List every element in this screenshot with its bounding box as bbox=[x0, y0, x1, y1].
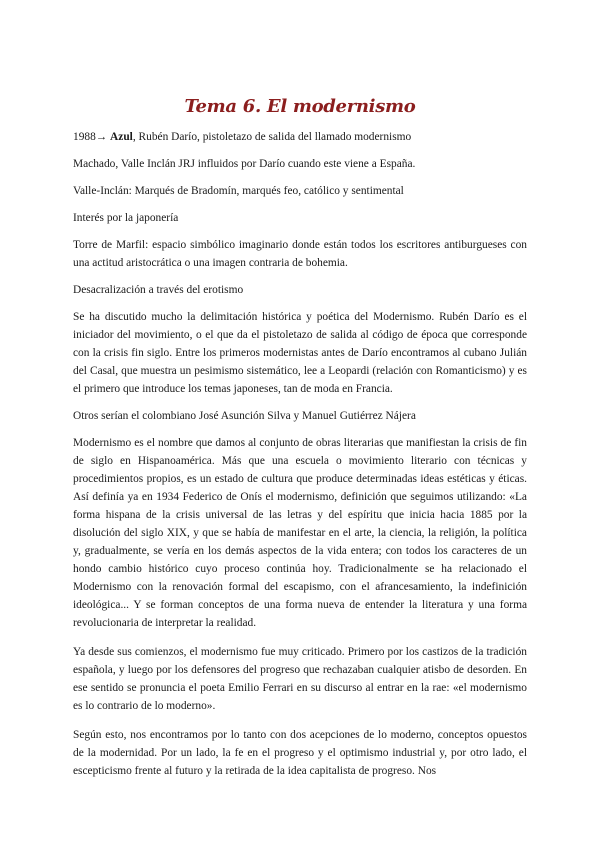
note-azul-prefix: 1988→ bbox=[73, 131, 111, 143]
paragraph-criticas: Ya desde sus comienzos, el modernismo fue muy criticado. Primero por los castizos de la tradición española, y luego por los defensores del progreso que rechazaban cualquier atisbo de desorden. En ese sentido se pronuncia el poeta Emilio Ferrari en su discurso al entrar en la rae: «el modernismo es lo contrario de lo moderno». bbox=[73, 646, 527, 712]
note-valle-inclan: Valle-Inclán: Marqués de Bradomín, marqués feo, católico y sentimental bbox=[73, 185, 404, 197]
paragraph-definicion: Modernismo es el nombre que damos al conjunto de obras literarias que manifiestan la crisis de fin de siglo en Hispanoamérica. Más que una escuela o movimiento literario con técnicas y procedimientos propios, es un estado de cultura que produce determinadas ideas estéticas y éticas. Así definía ya en 1934 Federico de Onís el modernismo, definición que seguimos utilizando: «La forma hispana de la crisis universal de las letras y del espíritu que inicia hacia 1885 por la disolución del siglo XIX, y que se había de manifestar en el arte, la ciencia, la religión, la política y, gradualmente, se vería en los demás aspectos de la vida entera; con todos los caracteres de un hondo cambio histórico cuyo proceso continúa hoy. Tradicionalmente se ha relacionado el Modernismo con la renovación formal del escapismo, con el afrancesamiento, la indefinición ideológica... Y se forman conceptos de una forma nueva de entender la literatura y una forma revolucionaria de interpretar la realidad. bbox=[73, 437, 527, 629]
page-title: Tema 6. El modernismo bbox=[184, 96, 416, 117]
note-japoneria: Interés por la japonería bbox=[73, 212, 179, 224]
note-azul-suffix: , Rubén Darío, pistoletazo de salida del llamado modernismo bbox=[132, 131, 412, 143]
note-torre-de-marfil: Torre de Marfil: espacio simbólico imaginario donde están todos los escritores antiburgueses con una actitud aristocrática o una imagen contraria de bohemia. bbox=[73, 239, 527, 269]
note-otros-modernistas: Otros serían el colombiano José Asunción Silva y Manuel Gutiérrez Nájera bbox=[73, 410, 416, 422]
paragraph-acepciones: Según esto, nos encontramos por lo tanto con dos acepciones de lo moderno, conceptos opuestos de la modernidad. Por un lado, la fe en el progreso y el optimismo industrial y, por otro lado, el escepticismo frente al futuro y la retirada de la idea capitalista de progreso. Nos bbox=[73, 729, 527, 777]
note-azul-bold: Azul bbox=[110, 131, 133, 143]
note-machado: Machado, Valle Inclán JRJ influidos por Darío cuando este viene a España. bbox=[73, 158, 416, 170]
note-azul bbox=[73, 128, 527, 146]
document-page bbox=[73, 96, 527, 789]
paragraph-delimitacion: Se ha discutido mucho la delimitación histórica y poética del Modernismo. Rubén Darío es el iniciador del movimiento, o el que da el pistoletazo de salida al código de época que corresponde con la crisis fin siglo. Entre los primeros modernistas antes de Darío encontramos al cubano Julián del Casal, que muestra un pesimismo sistemático, lee a Leopardi (relación con Romanticismo) y es el primero que introduce los temas japoneses, tan de moda en Francia. bbox=[73, 311, 527, 395]
note-desacralizacion: Desacralización a través del erotismo bbox=[73, 284, 244, 296]
